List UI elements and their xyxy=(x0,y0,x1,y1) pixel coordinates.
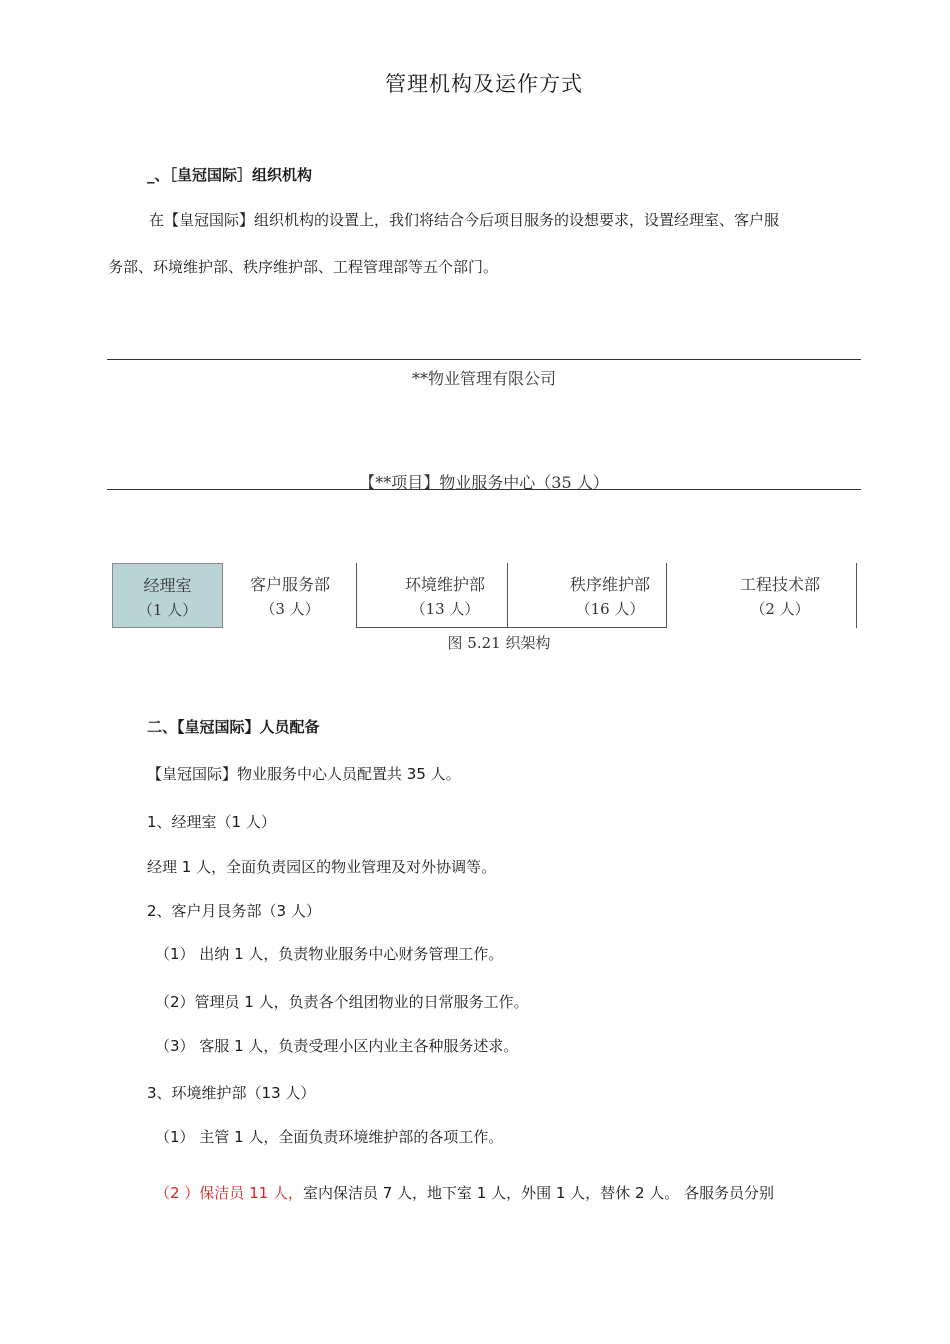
section1-paragraph-line1: 在【皇冠国际】组织机构的设置上，我们将结合今后项目服务的设想要求，设置经理室、客户服 xyxy=(149,211,780,229)
manager-title: 1、经理室（1 人） xyxy=(147,813,276,831)
dept-box-environment xyxy=(370,573,520,621)
page-title: 管理机构及运作方式 xyxy=(385,72,583,96)
section1-heading: _、［皇冠国际］组织机构 xyxy=(147,166,313,184)
org-center: 【**项目】物业服务中心（35 人） xyxy=(359,473,609,492)
customer-title: 2、客户月艮务部（3 人） xyxy=(147,902,321,920)
dept-name: 秩序维护部 xyxy=(569,575,650,594)
section2-heading: 二、【皇冠国际】人员配备 xyxy=(147,718,320,736)
environment-title: 3、环境维护部（13 人） xyxy=(147,1084,316,1102)
figure-caption: 图 5.21 织架构 xyxy=(447,634,551,652)
dept-right-edge xyxy=(856,563,857,628)
dept-count: （3 人） xyxy=(260,600,320,618)
customer-item-1: （1） 出纳 1 人，负责物业服务中心财务管理工作。 xyxy=(155,945,504,963)
org-company: **物业管理有限公司 xyxy=(411,369,556,388)
customer-item-2: （2）管理员 1 人，负责各个组团物业的日常服务工作。 xyxy=(155,993,529,1011)
customer-item-3: （3） 客服 1 人，负责受理小区内业主各种服务述求。 xyxy=(155,1037,519,1055)
environment-item-2-highlight: （2 ）保洁员 11 人， xyxy=(155,1184,303,1202)
dept-box-engineering xyxy=(705,573,855,621)
dept-name: 经理室 xyxy=(143,576,192,595)
dept-box-order xyxy=(535,573,685,621)
dept-count: （16 人） xyxy=(575,600,645,618)
section2-intro: 【皇冠国际】物业服务中心人员配置共 35 人。 xyxy=(147,765,461,783)
environment-item-2-rest: 室内保洁员 7 人，地下室 1 人，外围 1 人，替休 2 人。 各服务员分别 xyxy=(302,1184,775,1202)
org-company-line xyxy=(107,359,861,360)
dept-count: （13 人） xyxy=(410,600,480,618)
dept-name: 环境维护部 xyxy=(404,575,485,594)
dept-name: 客户服务部 xyxy=(249,575,330,594)
environment-item-2 xyxy=(155,1182,774,1203)
dept-count: （1 人） xyxy=(137,601,198,619)
section1-paragraph-line2: 务部、环境维护部、秩序维护部、工程管理部等五个部门。 xyxy=(108,258,499,276)
dept-box-customer xyxy=(224,573,356,621)
environment-item-1: （1） 主管 1 人，全面负责环境维护部的各项工作。 xyxy=(155,1128,504,1146)
dept-count: （2 人） xyxy=(750,600,810,618)
org-center-line xyxy=(107,489,861,490)
dept-box-manager xyxy=(112,563,223,628)
dept-name: 工程技术部 xyxy=(739,575,820,594)
manager-desc: 经理 1 人，全面负责园区的物业管理及对外协调等。 xyxy=(147,858,497,876)
